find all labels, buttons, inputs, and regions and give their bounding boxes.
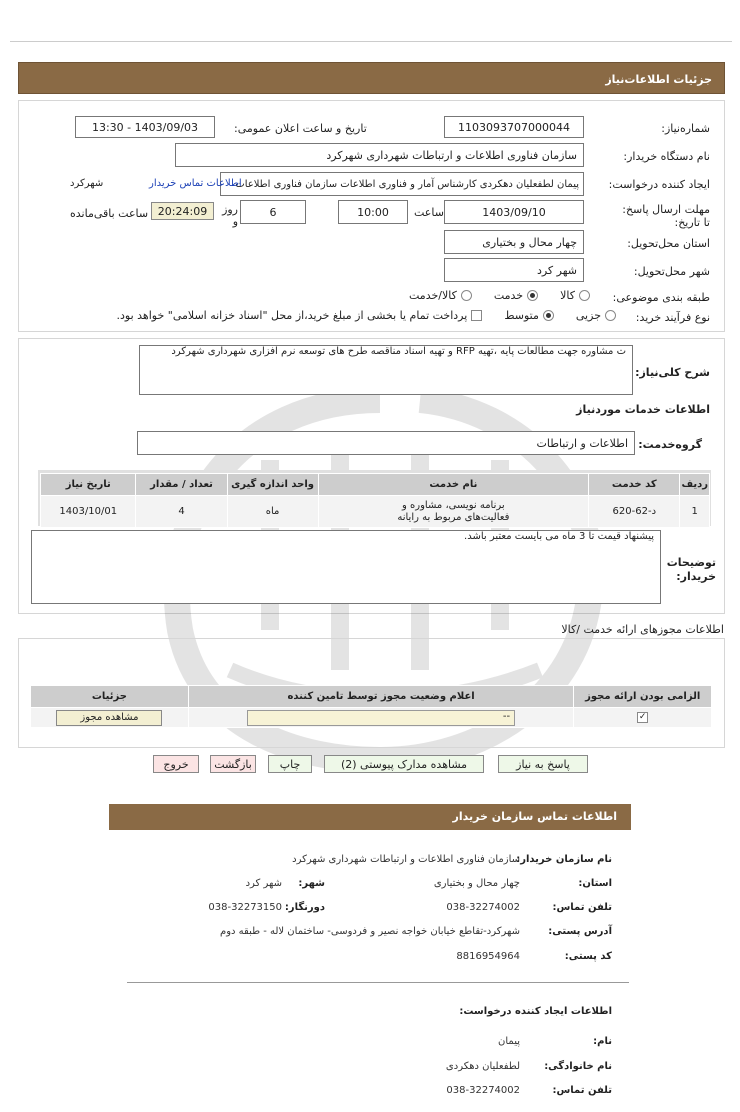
contact-address-value: شهرکرد-تقاطع خیابان خواجه نصیر و فردوسی- ساختمان لاله - طبقه دوم <box>220 926 520 937</box>
cell-permit-status <box>188 708 574 728</box>
cell-unit: ماه <box>227 496 318 528</box>
contact-postal-value: 8816954964 <box>456 951 520 962</box>
col-row: ردیف <box>680 474 710 496</box>
category-goods-radio[interactable] <box>579 290 590 301</box>
print-button[interactable]: چاپ <box>268 755 312 773</box>
permit-status-field[interactable]: -- <box>247 710 515 726</box>
permits-heading: اطلاعات مجوزهای ارائه خدمت /کالا <box>561 623 724 636</box>
days-remaining-field: 6 <box>240 200 306 224</box>
service-group-label: گروه‌خدمت: <box>638 438 702 451</box>
table-row <box>41 496 710 528</box>
col-permit-status: اعلام وضعیت مجوز توسط تامین کننده <box>188 686 574 708</box>
contact-city-label: شهر: <box>298 878 325 889</box>
creator-family-label: نام خانوادگی: <box>544 1061 612 1072</box>
deadline-label: مهلت ارسال پاسخ: تا تاریخ: <box>622 203 710 229</box>
category-both-radio[interactable] <box>461 290 472 301</box>
contact-phone-value: 038-32274002 <box>446 902 520 913</box>
category-service-radio[interactable] <box>527 290 538 301</box>
creator-field: پیمان لطفعلیان دهکردی کارشناس آمار و فناوری اطلاعات سازمان فناوری اطلاعات <box>220 172 584 196</box>
page-header: جزئیات اطلاعات‌نیاز <box>18 62 725 94</box>
process-minor-radio[interactable] <box>605 310 616 321</box>
col-service-name: نام خدمت <box>318 474 589 496</box>
col-permit-required: الزامی بودن ارائه مجوز <box>574 686 712 708</box>
contact-phone-label: تلفن تماس: <box>552 902 612 913</box>
col-quantity: تعداد / مقدار <box>136 474 227 496</box>
exit-button[interactable]: خروج <box>153 755 199 773</box>
view-attachments-button[interactable]: مشاهده مدارک پیوستی (2) <box>324 755 484 773</box>
need-number-field: 1103093707000044 <box>444 116 584 138</box>
view-permit-button[interactable]: مشاهده مجوز <box>56 710 162 726</box>
cell-row: 1 <box>680 496 710 528</box>
buyer-notes-field: پیشنهاد قیمت تا 3 ماه می بایست معتبر باشد. <box>31 530 661 604</box>
deadline-time-field: 10:00 <box>338 200 408 224</box>
services-heading: اطلاعات خدمات موردنیاز <box>576 403 710 416</box>
contact-address-label: آدرس پستی: <box>548 926 612 937</box>
buyer-contact-link[interactable]: اطلاعات تماس خریدار <box>149 178 242 189</box>
summary-label: شرح کلی‌نیاز: <box>635 366 710 379</box>
buyer-notes-label: توضیحات خریدار: <box>666 556 716 583</box>
city-label: شهر محل‌تحویل: <box>633 265 710 278</box>
creator-phone-label: تلفن تماس: <box>552 1085 612 1096</box>
remaining-time-field: 20:24:09 <box>151 202 214 220</box>
city-field: شهر کرد <box>444 258 584 282</box>
creator-label: ایجاد کننده درخواست: <box>608 178 710 191</box>
top-divider <box>10 41 732 42</box>
category-both-label: کالا/خدمت <box>409 289 457 302</box>
province-label: استان محل‌تحویل: <box>627 237 710 250</box>
service-group-field: اطلاعات و ارتباطات <box>137 431 635 455</box>
days-label: روز و <box>222 203 238 228</box>
process-medium-label: متوسط <box>504 309 539 322</box>
col-permit-details: جزئیات <box>31 686 189 708</box>
deadline-time-label: ساعت <box>414 206 444 219</box>
contact-header: اطلاعات تماس سازمان خریدار <box>109 804 631 830</box>
deadline-date-field: 1403/09/10 <box>444 200 584 224</box>
contact-org-value: سازمان فناوری اطلاعات و ارتباطات شهرداری شهرکرد <box>292 854 520 865</box>
reply-button[interactable]: پاسخ به نیاز <box>498 755 588 773</box>
buyer-name-field: سازمان فناوری اطلاعات و ارتباطات شهرداری شهرکرد <box>175 143 584 167</box>
treasury-payment-checkbox[interactable] <box>471 310 482 321</box>
treasury-payment-note: پرداخت تمام یا بخشی از مبلغ خرید،از محل "اسناد خزانه اسلامی" خواهد بود. <box>116 309 468 322</box>
cell-permit-details <box>31 708 189 728</box>
category-options <box>409 289 590 302</box>
cell-service-name: برنامه نویسی، مشاوره و فعالیت‌های مربوط به رایانه <box>318 496 589 528</box>
announce-date-field: 1403/09/03 - 13:30 <box>75 116 215 138</box>
permits-table-header <box>31 686 712 708</box>
process-minor-label: جزیی <box>575 309 601 322</box>
category-goods-label: کالا <box>560 289 575 302</box>
contact-fax-label: دورنگار: <box>284 902 325 913</box>
services-table <box>40 473 710 528</box>
province-field: چهار محال و بختیاری <box>444 230 584 254</box>
contact-city-value: شهر کرد <box>245 878 282 889</box>
remaining-time-label: ساعت باقی‌مانده <box>70 207 149 220</box>
permits-table <box>30 685 712 728</box>
process-medium-radio[interactable] <box>543 310 554 321</box>
cell-permit-required <box>574 708 712 728</box>
col-service-code: کد خدمت <box>589 474 680 496</box>
col-need-date: تاریخ نیاز <box>41 474 136 496</box>
contact-org-label: نام سازمان خریدار: <box>516 854 612 865</box>
creator-family-value: لطفعلیان دهکردی <box>445 1061 520 1072</box>
cell-service-code: د-62-620 <box>589 496 680 528</box>
services-table-header <box>41 474 710 496</box>
creator-phone-value: 038-32274002 <box>446 1085 520 1096</box>
cell-quantity: 4 <box>136 496 227 528</box>
table-row <box>31 708 712 728</box>
contact-divider <box>127 982 629 983</box>
cell-need-date: 1403/10/01 <box>41 496 136 528</box>
process-label: نوع فرآیند خرید: <box>635 311 710 324</box>
creator-city-text: شهرکرد <box>70 178 104 189</box>
back-button[interactable]: بازگشت <box>210 755 256 773</box>
summary-field: ت مشاوره جهت مطالعات پایه ،تهیه RFP و تهیه اسناد مناقصه طرح های توسعه نرم افزاری شهرداری شهرکرد <box>139 345 633 395</box>
process-options <box>117 309 616 322</box>
category-service-label: خدمت <box>493 289 524 302</box>
buyer-name-label: نام دستگاه خریدار: <box>623 150 710 163</box>
permit-required-checkbox: ✓ <box>638 711 647 722</box>
contact-province-label: استان: <box>578 878 612 889</box>
creator-info-heading: اطلاعات ایجاد کننده درخواست: <box>459 1006 612 1017</box>
contact-province-value: چهار محال و بختیاری <box>433 878 520 889</box>
creator-name-label: نام: <box>593 1036 612 1047</box>
creator-name-value: پیمان <box>498 1036 520 1047</box>
contact-postal-label: کد پستی: <box>564 951 612 962</box>
col-unit: واحد اندازه گیری <box>227 474 318 496</box>
need-number-label: شماره‌نیاز: <box>661 122 710 135</box>
announce-date-label: تاریخ و ساعت اعلان عمومی: <box>234 122 367 135</box>
contact-fax-value: 038-32273150 <box>208 902 282 913</box>
category-label: طبقه بندی موضوعی: <box>612 291 710 304</box>
